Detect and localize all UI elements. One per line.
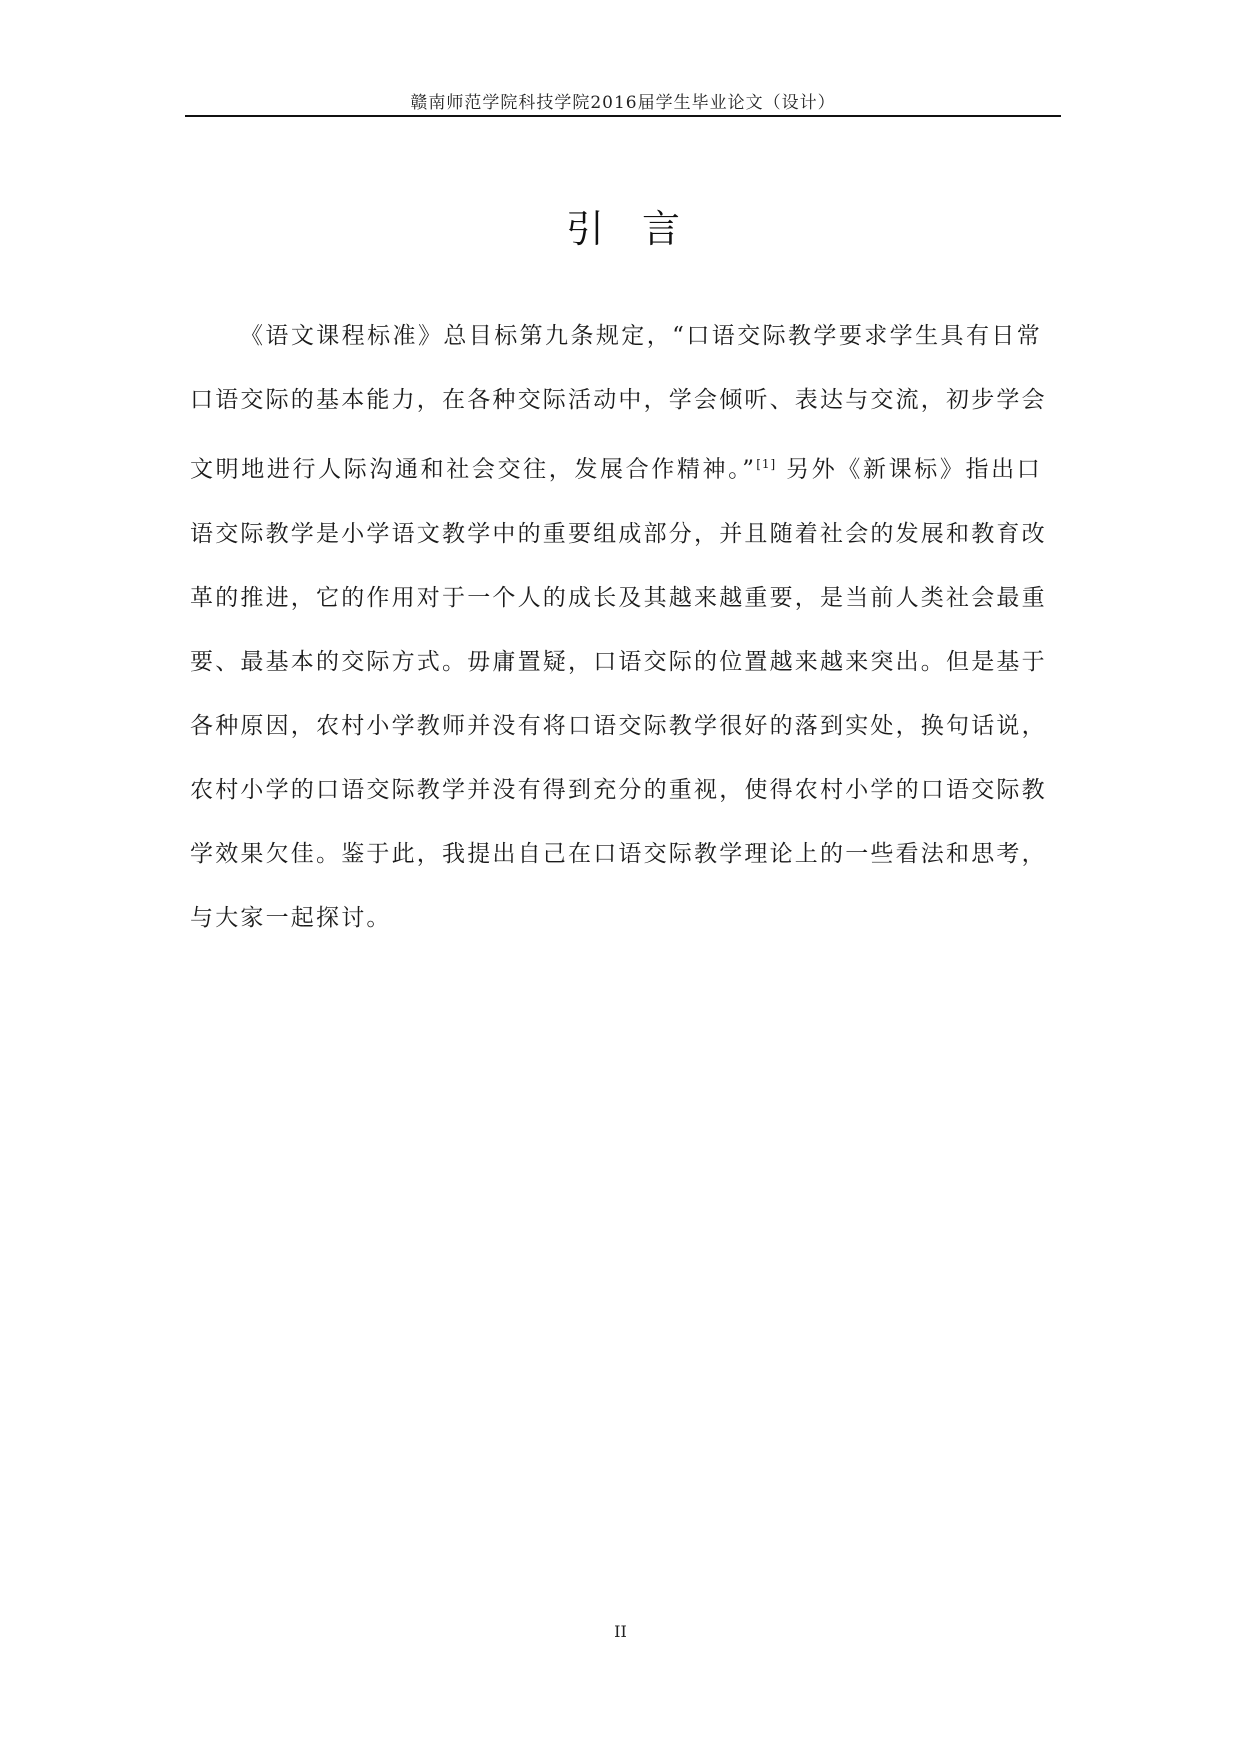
citation-marker: [1]	[756, 457, 777, 471]
paragraph-line-tail: 另外《新课标》指出口	[786, 456, 1043, 483]
body-paragraph	[190, 304, 1047, 950]
paragraph-line-with-citation	[190, 432, 1042, 502]
running-header: 赣南师范学院科技学院2016届学生毕业论文（设计）	[410, 93, 836, 113]
paragraph-line: 革的推进，它的作用对于一个人的成长及其越来越重要，是当前人类社会最重	[190, 584, 1047, 611]
header-rule	[185, 115, 1061, 117]
section-title: 引言	[565, 207, 718, 251]
page-number: II	[614, 1622, 627, 1641]
paragraph-line: 学效果欠佳。鉴于此，我提出自己在口语交际教学理论上的一些看法和思考，	[190, 840, 1047, 867]
paragraph-line: 要、最基本的交际方式。毋庸置疑，口语交际的位置越来越来突出。但是基于	[190, 648, 1047, 675]
paragraph-line: 农村小学的口语交际教学并没有得到充分的重视，使得农村小学的口语交际教	[190, 776, 1047, 803]
paragraph-line: 语交际教学是小学语文教学中的重要组成部分，并且随着社会的发展和教育改	[190, 520, 1047, 547]
paragraph-line: 与大家一起探讨。	[190, 904, 392, 931]
paragraph-line: 各种原因，农村小学教师并没有将口语交际教学很好的落到实处，换句话说，	[190, 712, 1047, 739]
paragraph-line-text: 文明地进行人际沟通和社会交往，发展合作精神。”	[190, 456, 757, 483]
paragraph-line: 《语文课程标准》总目标第九条规定，“口语交际教学要求学生具有日常	[240, 323, 1042, 349]
paragraph-line: 口语交际的基本能力，在各种交际活动中，学会倾听、表达与交流，初步学会	[190, 387, 1047, 413]
